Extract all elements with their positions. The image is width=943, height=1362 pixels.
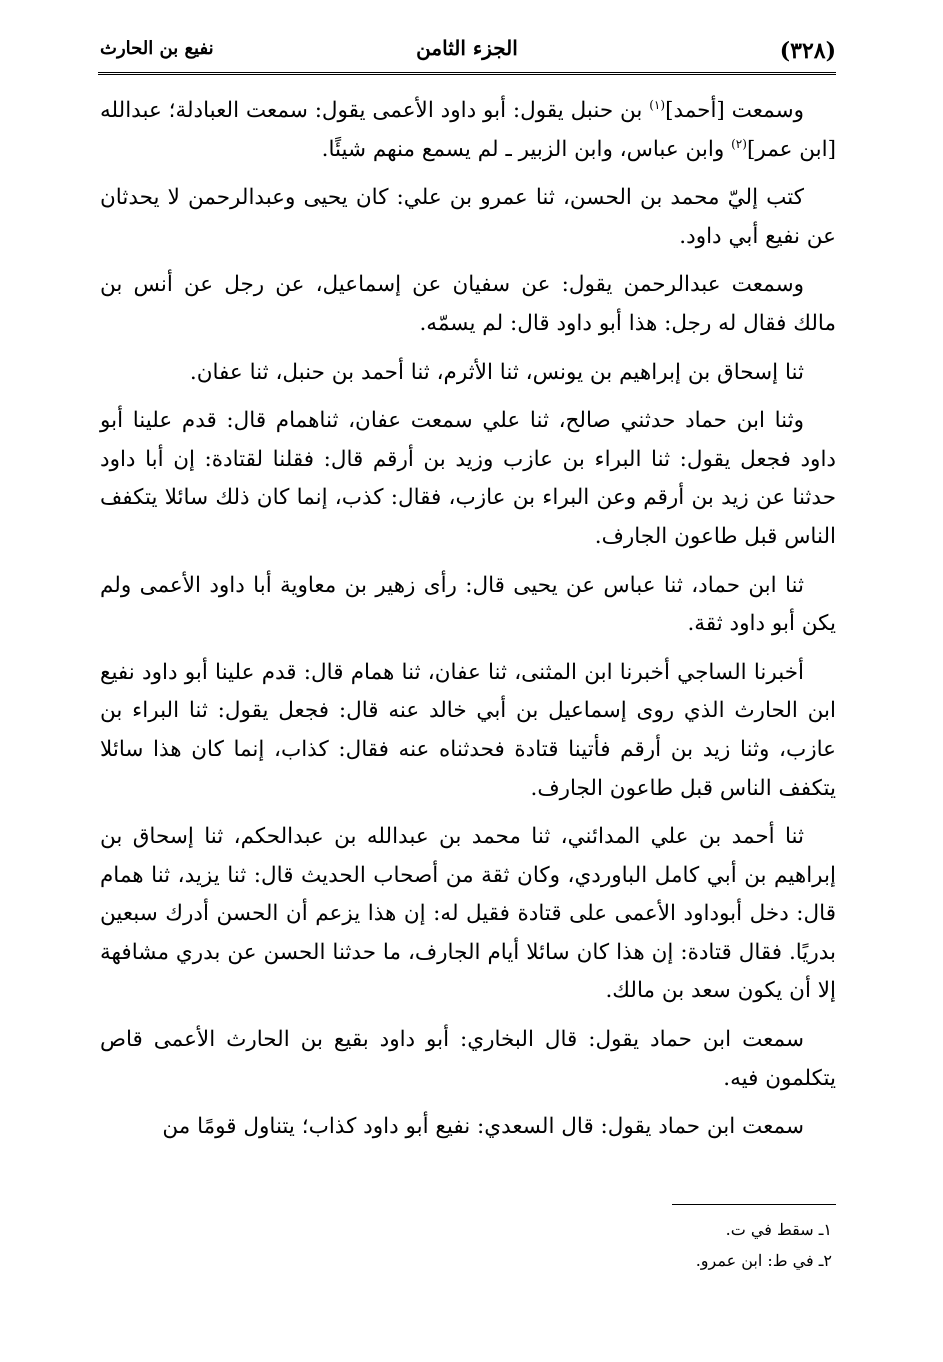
paragraph: ثنا ابن حماد، ثنا عباس عن يحيى قال: رأى زهير بن معاوية أبا داود الأعمى ولم يكن أبو داود ثقة. (100, 572, 836, 637)
footnote-marker: (١) (649, 97, 666, 112)
footnotes (100, 1214, 836, 1276)
paragraph: أخبرنا الساجي أخبرنا ابن المثنى، ثنا عفان، ثنا همام قال: قدم علينا أبو داود نفيع ابن الحارث الذي روى إسماعيل بن أبي خالد عنه قال: فجعل يقول: ثنا البراء بن عازب، وثنا زيد بن أرقم فأتينا قتادة فحدثناه عنه فقال: كذاب، إنما كان هذا سائلا يتكفف الناس قبل طاعون الجارف. (100, 659, 836, 801)
paragraph-text-part: وسمعت [أحمد] (665, 98, 804, 123)
page-number: (٣٢٨) (779, 38, 836, 64)
paragraph: ثنا إسحاق بن إبراهيم بن يونس، ثنا الأثرم، ثنا أحمد بن حنبل، ثنا عفان. (189, 359, 804, 385)
paragraph: سمعت ابن حماد يقول: قال البخاري: أبو داود بقيع بن الحارث الأعمى قاص يتكلمون فيه. (100, 1027, 836, 1091)
footnote: ٢ـ في ط: ابن عمرو. (695, 1251, 832, 1270)
paragraph: ثنا أحمد بن علي المدائني، ثنا محمد بن عبدالله بن عبدالحكم، ثنا إسحاق بن إبراهيم بن أبي كامل الباوردي، وكان ثقة من أصحاب الحديث قال: ثنا يزيد، ثنا همام قال: دخل أبوداود الأعمى على قتادة فقيل له: إن هذا يزعم أن الحسن أدرك سبعين بدريًا. فقال قتادة: إن هذا كان سائلا أيام الجارف، ما حدثنا الحسن عن بدري مشافهة إلا أن يكون سعد بن مالك. (100, 824, 836, 1004)
volume-title: الجزء الثامن (416, 36, 518, 60)
paragraph: وثنا ابن حماد حدثني صالح، ثنا علي سمعت عفان، ثناهمام قال: قدم علينا أبو داود فجعل يقول: ثنا البراء بن عازب وزيد بن أرقم قال: فقلنا لقتادة: إن أبا داود حدثنا عن زيد بن أرقم وعن البراء بن عازب، فقال: كذب، إنما كان ذلك سائلا يتكفف الناس قبل طاعون الجارف. (100, 408, 836, 549)
paragraph: كتب إليّ محمد بن الحسن، ثنا عمرو بن علي: كان يحيى وعبدالرحمن لا يحدثان عن نفيع أبي داود. (100, 185, 836, 249)
paragraph-text-part: وابن عباس، وابن الزبير ـ لم يسمع منهم شيئًا. (321, 136, 732, 162)
paragraph (100, 92, 836, 169)
paragraph: سمعت ابن حماد يقول: قال السعدي: نفيع أبو داود كذاب؛ يتناول قومًا من (162, 1114, 804, 1140)
running-header (98, 30, 836, 70)
paragraph-text-part: بن حنبل يقول: أبو داود الأعمى يقول: سمعت العبادلة؛ عبدالله [ابن عمر] (100, 98, 836, 162)
main-text (100, 92, 836, 1157)
footnote-marker: (٢) (731, 136, 747, 151)
footnote: ١ـ سقط في ت. (725, 1220, 832, 1239)
paragraph: وسمعت عبدالرحمن يقول: عن سفيان عن إسماعيل، عن رجل عن أنس بن مالك فقال له رجل: هذا أبو داود قال: لم يسمّه. (100, 272, 836, 336)
footnote-separator (672, 1204, 836, 1205)
chapter-subject: نفيع بن الحارث (100, 38, 214, 59)
header-double-rule (98, 72, 836, 75)
